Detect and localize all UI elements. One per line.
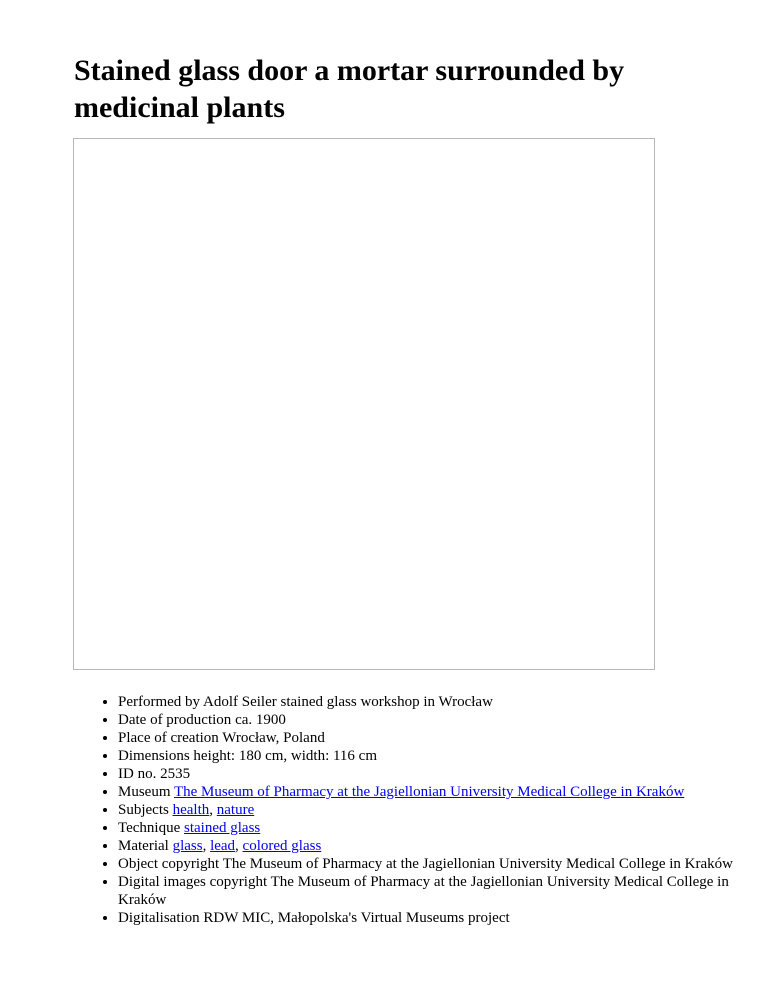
list-item-material	[118, 837, 748, 855]
material-link-colored-glass[interactable]: colored glass	[242, 838, 322, 854]
museum-link[interactable]: The Museum of Pharmacy at the Jagiellonian University Medical College in Kraków	[173, 784, 685, 800]
digitalisation-value: RDW MIC, Małopolska's Virtual Museums project	[203, 910, 510, 926]
date-label: Date of production	[118, 712, 232, 728]
material-link-lead[interactable]: lead	[210, 838, 236, 854]
dimensions-value: height: 180 cm, width: 116 cm	[193, 748, 378, 764]
id-label: ID no.	[118, 766, 157, 782]
subjects-separator: ,	[209, 802, 217, 818]
digitalisation-label: Digitalisation	[118, 910, 200, 926]
list-item-museum	[118, 783, 748, 801]
id-value: 2535	[160, 766, 191, 782]
place-label: Place of creation	[118, 730, 219, 746]
list-item-performed-by	[118, 693, 748, 711]
performed-by-value: Adolf Seiler stained glass workshop in Wrocław	[203, 694, 493, 710]
list-item-object-copyright	[118, 855, 748, 873]
image-copyright-label: Digital images copyright	[118, 874, 268, 890]
technique-label: Technique	[118, 820, 181, 836]
list-item-date	[118, 711, 748, 729]
material-link-glass[interactable]: glass	[172, 838, 203, 854]
material-separator: ,	[235, 838, 243, 854]
list-item-digitalisation	[118, 909, 748, 927]
artwork-image-placeholder	[73, 138, 655, 670]
object-copyright-label: Object copyright	[118, 856, 220, 872]
page-title: Stained glass door a mortar surrounded by medicinal plants	[74, 54, 625, 124]
date-value: ca. 1900	[235, 712, 286, 728]
performed-by-label: Performed by	[118, 694, 201, 710]
list-item-dimensions	[118, 747, 748, 765]
list-item-id	[118, 765, 748, 783]
list-item-subjects	[118, 801, 748, 819]
subjects-label: Subjects	[118, 802, 169, 818]
image-copyright-value: The Museum of Pharmacy at the Jagiellonian University Medical College in Kraków	[118, 874, 729, 908]
object-copyright-value: The Museum of Pharmacy at the Jagiellonian University Medical College in Kraków	[222, 856, 734, 872]
details-list	[78, 693, 748, 927]
subject-link-health[interactable]: health	[172, 802, 210, 818]
list-item-place	[118, 729, 748, 747]
subject-link-nature[interactable]: nature	[216, 802, 255, 818]
list-item-image-copyright	[118, 873, 748, 909]
material-separator: ,	[202, 838, 211, 854]
dimensions-label: Dimensions	[118, 748, 190, 764]
place-value: Wrocław, Poland	[222, 730, 325, 746]
material-label: Material	[118, 838, 169, 854]
technique-link[interactable]: stained glass	[184, 820, 261, 836]
museum-label: Museum	[118, 784, 171, 800]
list-item-technique	[118, 819, 748, 837]
